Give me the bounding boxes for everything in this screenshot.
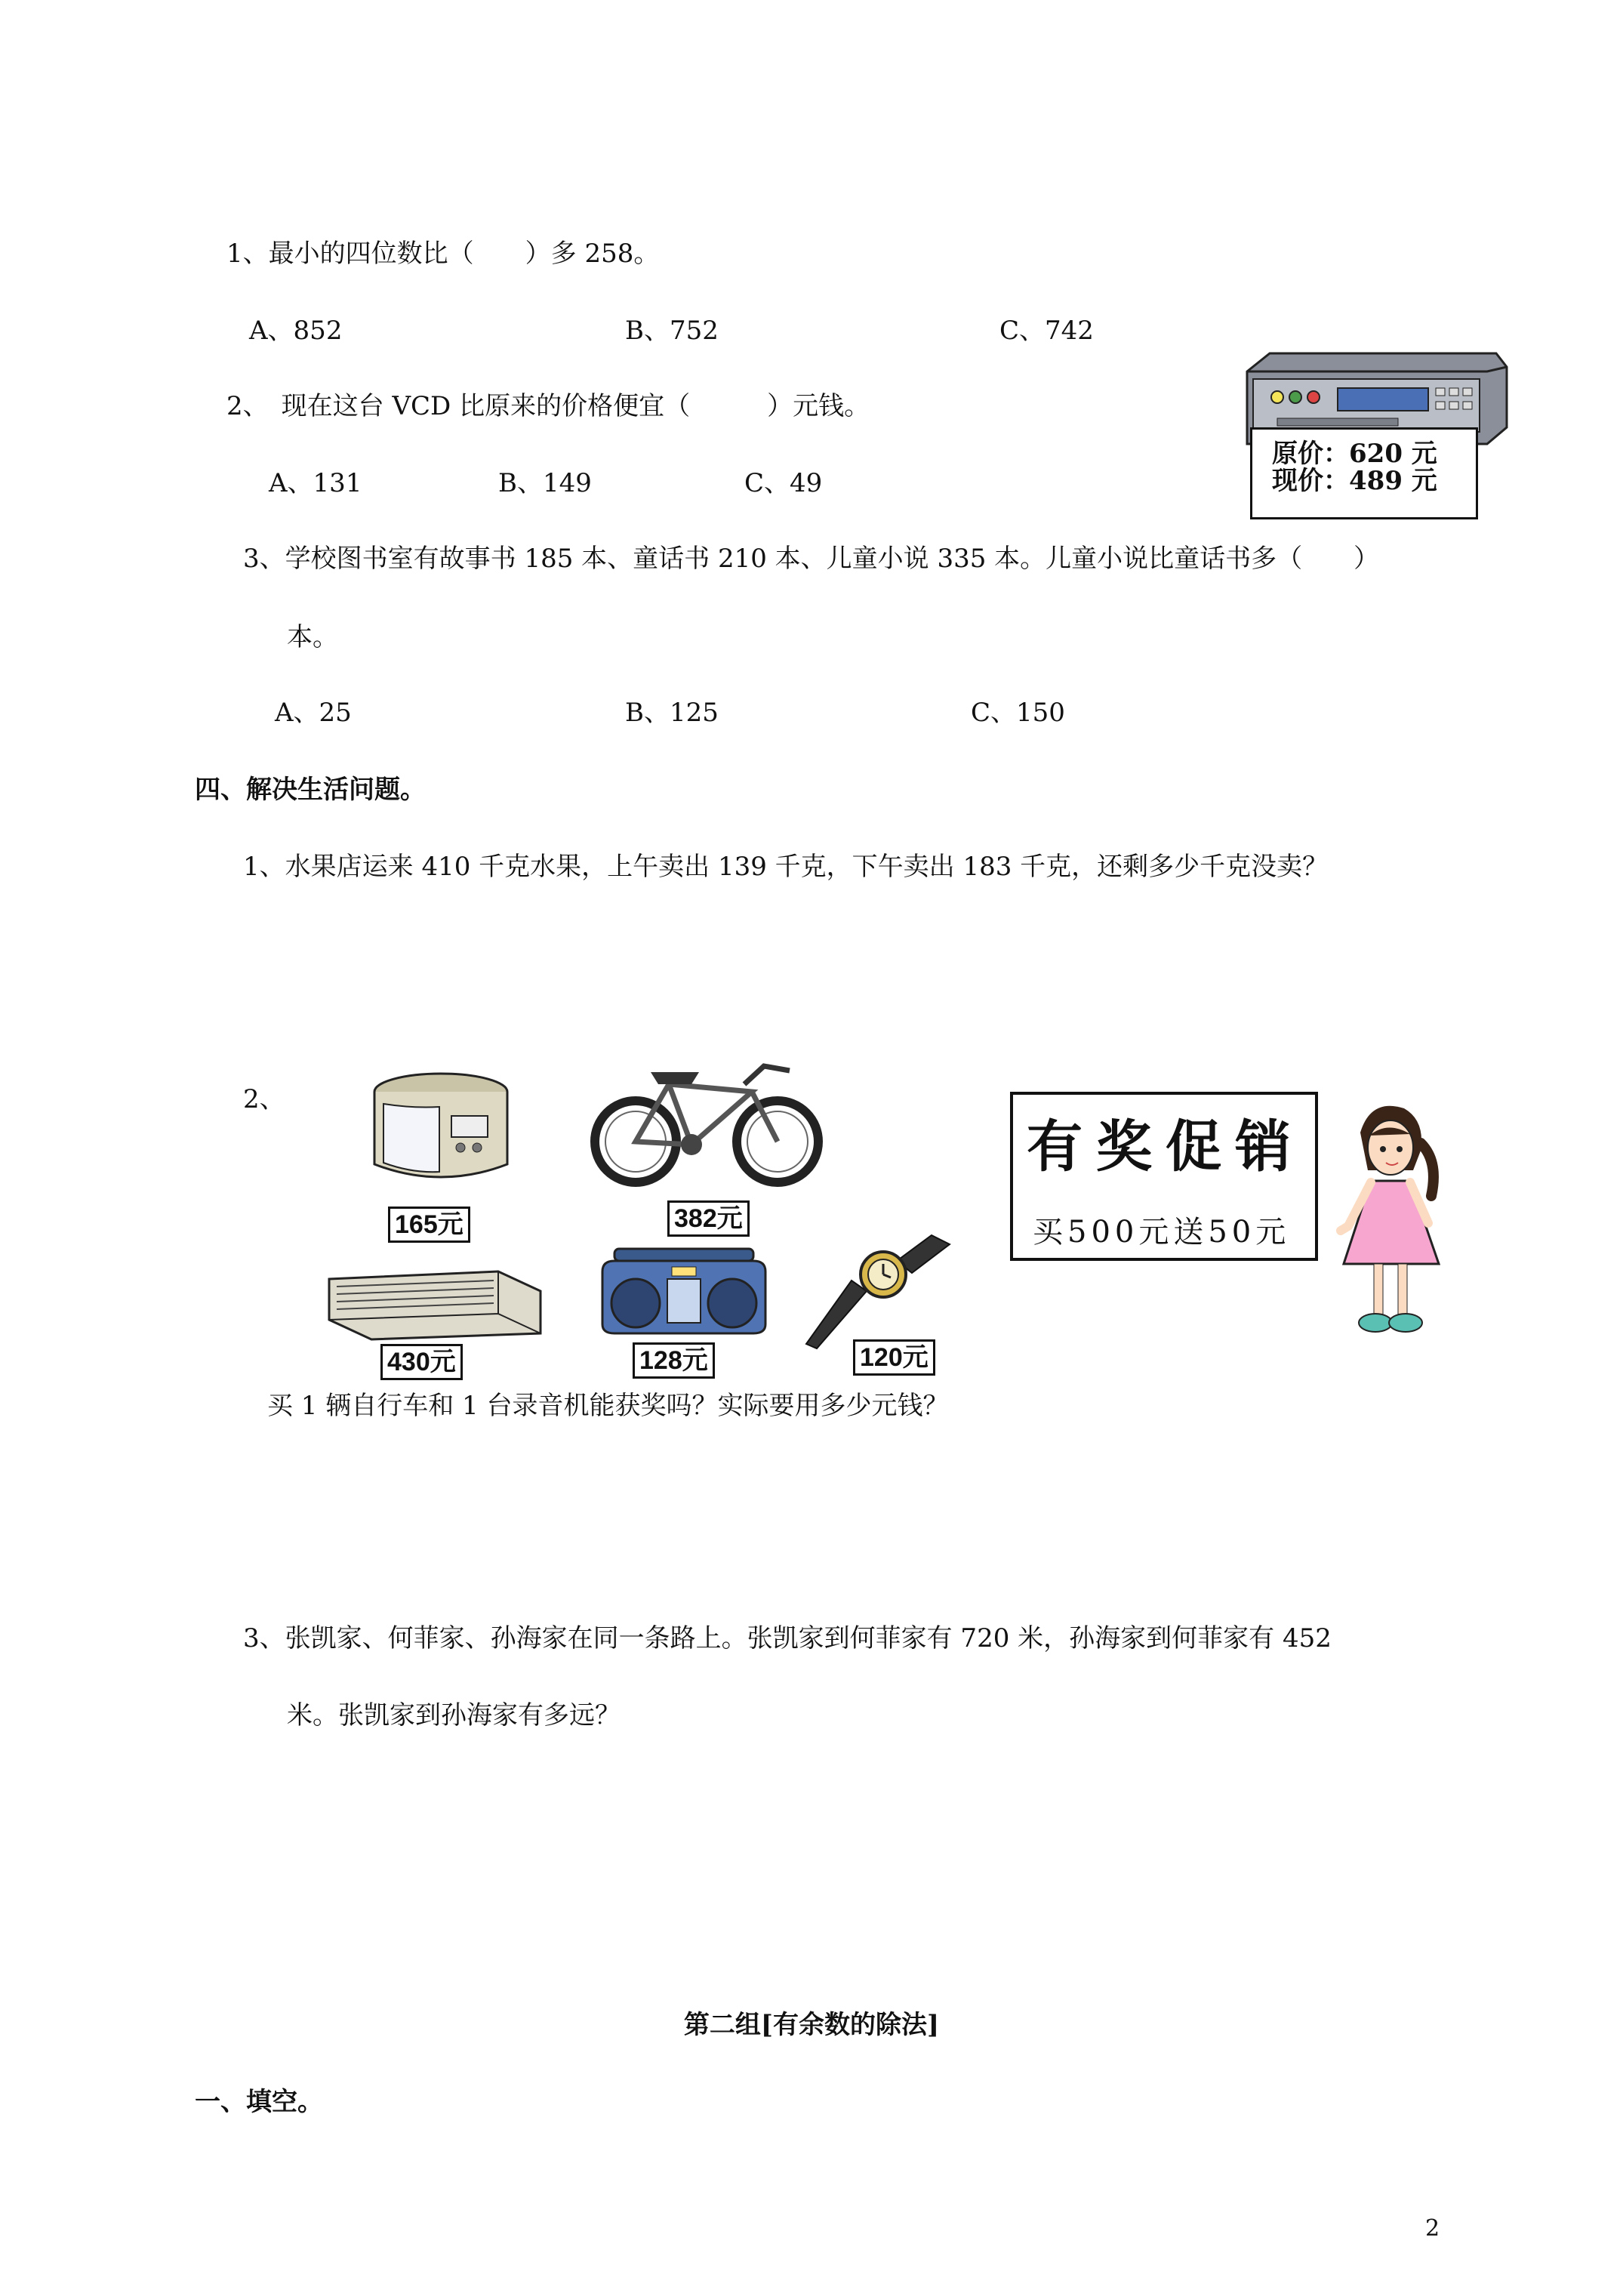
rice-cooker-icon — [367, 1069, 515, 1190]
q1-option-a: A、852 — [249, 316, 343, 346]
problem2-question: 买 1 辆自行车和 1 台录音机能获奖吗？实际要用多少元钱？ — [267, 1391, 949, 1421]
promotion-sign — [1010, 1092, 1318, 1261]
promotion-title: 有奖促销 — [1027, 1114, 1304, 1179]
q2-stem: 2、 现在这台 VCD 比原来的价格便宜（ ）元钱。 — [226, 391, 870, 421]
q3-option-b: B、125 — [625, 698, 719, 728]
page-number: 2 — [1425, 2215, 1440, 2242]
air-conditioner-icon — [325, 1261, 547, 1345]
radio-icon — [596, 1246, 771, 1338]
price-radio: 128元 — [633, 1342, 715, 1379]
watch-icon — [799, 1231, 954, 1350]
q1-option-b: B、752 — [625, 316, 719, 346]
problem3-line1: 3、张凯家、何菲家、孙海家在同一条路上。张凯家到何菲家有 720 米，孙海家到何菲家有 452 — [243, 1623, 1332, 1653]
price-watch: 120元 — [853, 1339, 935, 1376]
q2-option-b: B、149 — [498, 468, 592, 498]
problem2-number: 2、 — [243, 1084, 285, 1114]
group2-heading: 一、填空。 — [195, 2087, 323, 2117]
q2-option-a: A、131 — [269, 468, 362, 498]
girl-icon — [1326, 1098, 1446, 1347]
original-price: 原价：620 元 — [1272, 439, 1437, 469]
section4-heading: 四、解决生活问题。 — [195, 775, 426, 805]
problem1: 1、水果店运来 410 千克水果，上午卖出 139 千克，下午卖出 183 千克，还剩多少千克没卖？ — [243, 852, 1329, 882]
promotion-subtitle: 买500元送50元 — [1033, 1215, 1291, 1250]
bicycle-icon — [586, 1054, 827, 1190]
q1-option-c: C、742 — [999, 316, 1094, 346]
vcd-price-box — [1250, 427, 1478, 519]
q3-stem-line1: 3、学校图书室有故事书 185 本、童话书 210 本、儿童小说 335 本。儿童小说比童话书多（ ） — [243, 544, 1380, 574]
q2-option-c: C、49 — [744, 468, 823, 498]
price-rice-cooker: 165元 — [388, 1207, 470, 1243]
q3-stem-line2: 本。 — [287, 622, 338, 652]
current-price: 现价：489 元 — [1272, 466, 1437, 496]
problem3-line2: 米。张凯家到孙海家有多远？ — [287, 1700, 621, 1730]
q3-option-a: A、25 — [275, 698, 352, 728]
group2-title: 第二组[有余数的除法] — [683, 2010, 940, 2040]
q1-stem: 1、最小的四位数比（ ）多 258。 — [226, 239, 660, 269]
price-air-conditioner: 430元 — [380, 1344, 463, 1380]
price-bicycle: 382元 — [667, 1200, 750, 1237]
q3-option-c: C、150 — [971, 698, 1065, 728]
